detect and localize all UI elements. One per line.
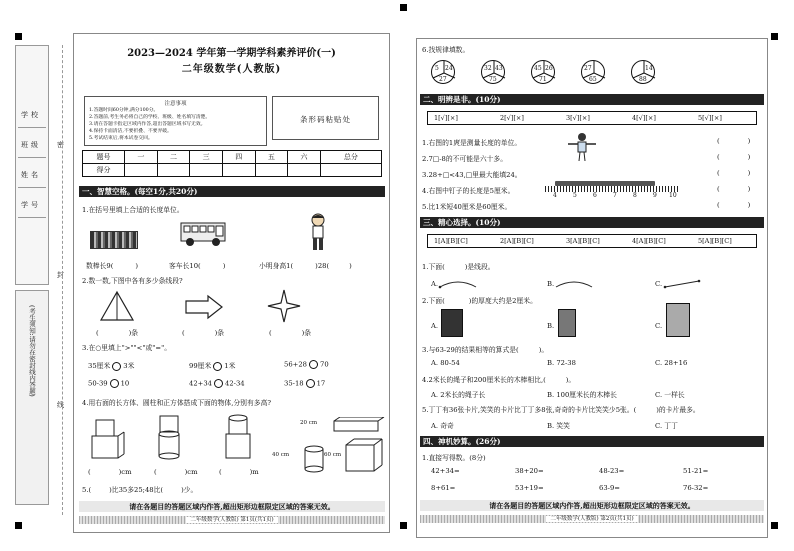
pattern-circle: 27 65: [581, 60, 605, 84]
exam-subtitle: 二年级数学(人教版): [181, 64, 282, 75]
compare-item: 35厘米 3米: [88, 362, 135, 370]
question-1: 1.在括号里填上合适的长度单位。: [82, 206, 184, 214]
calc-item[interactable]: 8+61=: [431, 484, 456, 492]
judge-option[interactable]: 5[√][×]: [698, 114, 722, 122]
choice-question-4: 4.2米长的绳子和200厘米长的木棒相比,( )。: [422, 376, 576, 384]
ruler-tick: 6: [593, 192, 597, 199]
choice-option[interactable]: 5[A][B][C]: [698, 237, 732, 245]
registration-mark: [400, 4, 407, 11]
choice-question-2: 2.下面( )的厚度大约是2厘米。: [422, 297, 537, 305]
notice-box: [84, 96, 267, 146]
page-footer: 二年级数学(人教版) 第2页(共1页): [420, 515, 764, 523]
notice-item: 3.请在答题卡指定区域内作答,超出答题区域书写无效。: [89, 122, 206, 127]
ruler-tick: 10: [669, 192, 677, 199]
notice-item: 2.答题前,考生务必将自己的学校、班级、姓名填写清楚。: [89, 115, 211, 120]
triangle-shape: [99, 290, 135, 322]
boy-image: [307, 212, 329, 252]
star-shape: [267, 289, 301, 323]
c4-option-a[interactable]: A. 2米长的绳子长: [431, 391, 486, 399]
c3-option-a[interactable]: A. 80-54: [431, 359, 460, 367]
q1-rods-label: 数棒长9( ): [86, 262, 139, 270]
binding-word-xian: 线: [57, 401, 64, 409]
c3-option-c[interactable]: C. 28+16: [655, 359, 688, 367]
choice-question-5: 5.丁丁有36张卡片,笑笑的卡片比丁丁多8张,奇奇的卡片比笑笑少5张。( )的卡片最多。: [422, 406, 700, 414]
ruler-tick: 8: [633, 192, 637, 199]
side-label-school: 学校: [21, 111, 41, 119]
score-header: 题号: [83, 151, 125, 164]
registration-mark: [771, 522, 778, 529]
judge-option[interactable]: 2[√][×]: [500, 114, 524, 122]
question-2: 2.数一数,下图中各有多少条线段?: [82, 277, 183, 285]
judge-item: 5.比1米短40厘米是60厘米。: [422, 203, 512, 211]
compare-circle[interactable]: [214, 379, 223, 388]
c2-option-b[interactable]: B.: [547, 322, 555, 330]
armspan-figure: [567, 132, 597, 162]
card-image: [558, 309, 576, 337]
c1-option-c[interactable]: C.: [655, 279, 702, 289]
ruler-tick: 9: [653, 192, 657, 199]
question-3: 3.在○里填上">""<"或"="。: [82, 344, 172, 352]
score-header: 二: [157, 151, 190, 164]
c1-option-b[interactable]: B.: [547, 279, 594, 289]
judge-paren[interactable]: ( ): [717, 185, 751, 193]
judge-paren[interactable]: ( ): [717, 201, 751, 209]
q4-answer-1: ( )cm: [88, 468, 132, 476]
registration-mark: [15, 522, 22, 529]
ruler-tick: 5: [573, 192, 577, 199]
choice-question-3: 3.与63-29的结果相等的算式是( )。: [422, 346, 549, 354]
choice-question-1: 1.下面( )是线段。: [422, 263, 495, 271]
choice-option[interactable]: 3[A][B][C]: [566, 237, 600, 245]
answer-area-notice: 请在各题目的答题区域内作答,超出矩形边框限定区域的答案无效。: [79, 501, 385, 512]
section-2-header: 二、明辨是非。(10分): [420, 94, 764, 105]
counting-rods-image: [90, 231, 138, 249]
section-3-header: 三、精心选择。(10分): [420, 217, 764, 228]
score-table: [82, 150, 382, 177]
q4-answer-2: ( )cm: [154, 468, 198, 476]
c2-option-a[interactable]: A.: [431, 322, 439, 330]
question-6: 6.找规律填数。: [422, 46, 470, 54]
barcode-box: [272, 96, 379, 140]
score-header: 总分: [320, 151, 381, 164]
side-label-class: 班级: [21, 141, 41, 149]
binding-word-mi: 密: [57, 141, 64, 149]
ruler-tick: 4: [553, 192, 557, 199]
side-label-name: 姓名: [21, 171, 41, 179]
judge-option[interactable]: 4[√][×]: [632, 114, 656, 122]
pattern-circle: 45 26 71: [531, 60, 555, 84]
dim-label-40cm: 40 cm: [272, 452, 290, 458]
ruler-figure: [545, 178, 680, 200]
choice-option[interactable]: 4[A][B][C]: [632, 237, 666, 245]
compare-item: 35-18 17: [284, 379, 326, 388]
c5-option-a[interactable]: A. 奇奇: [431, 422, 454, 430]
registration-mark: [400, 522, 407, 529]
page-footer: 二年级数学(人教版) 第1页(共1页): [79, 516, 385, 524]
question-4: 4.用右面的长方体、圆柱和正方体搭成下面的物体,分别有多高?: [82, 399, 272, 407]
reference-solids: [294, 417, 389, 477]
right-exam-page: [416, 38, 768, 538]
c5-option-b[interactable]: B. 笑笑: [547, 422, 570, 430]
answer-area-notice: 请在各题目的答题区域内作答,超出矩形边框限定区域的答案无效。: [420, 500, 764, 511]
side-label-number: 学号: [21, 201, 41, 209]
q2-answer-3: ( )条: [269, 329, 312, 337]
judge-option[interactable]: 3[√][×]: [566, 114, 590, 122]
dim-label-20cm: 20 cm: [300, 420, 318, 426]
pattern-circle: 14 88: [631, 60, 655, 84]
judge-paren[interactable]: ( ): [717, 169, 751, 177]
score-cell[interactable]: [320, 164, 381, 177]
compare-circle[interactable]: [110, 379, 119, 388]
score-header: 六: [288, 151, 321, 164]
score-cell[interactable]: [288, 164, 321, 177]
registration-mark: [771, 33, 778, 40]
compare-circle[interactable]: [309, 360, 318, 369]
compare-circle[interactable]: [112, 362, 121, 371]
section-4-header: 四、神机妙算。(26分): [420, 436, 764, 447]
c3-option-b[interactable]: B. 72-38: [547, 359, 576, 367]
compare-circle[interactable]: [213, 362, 222, 371]
question-5: 5.( )比35多25;48比( )少。: [82, 486, 198, 494]
calc-item[interactable]: 51-21=: [683, 467, 709, 475]
left-exam-page: [73, 33, 390, 533]
calc-item[interactable]: 42+34=: [431, 467, 460, 475]
q2-answer-2: ( )条: [182, 329, 225, 337]
judge-item: 1.右图的1庹是测量长度的单位。: [422, 139, 522, 147]
score-cell[interactable]: [157, 164, 190, 177]
pattern-circle: 5 24 27: [431, 60, 455, 84]
judge-item: 3.28+□<43,□里最大能填24。: [422, 171, 522, 179]
exam-title: 2023—2024 学年第一学期学科素养评价(一): [127, 48, 336, 59]
notice-item: 4.保持卡面清洁,不要折叠、不要弄破。: [89, 129, 172, 134]
barcode-label: 条形码粘贴处: [300, 115, 351, 124]
dim-label-60cm: 60 cm: [324, 452, 342, 458]
c1-option-a[interactable]: A.: [431, 279, 478, 289]
judge-paren[interactable]: ( ): [717, 153, 751, 161]
compare-item: 56+28 70: [284, 360, 329, 369]
q4-answer-3: ( )m: [219, 468, 259, 476]
book-image: [441, 309, 463, 337]
c4-option-c[interactable]: C. 一样长: [655, 391, 685, 399]
choice-answer-box: [427, 234, 757, 248]
notice-heading: 注意事项: [164, 101, 187, 107]
choice-option[interactable]: 2[A][B][C]: [500, 237, 534, 245]
q1-bus-label: 客车长10( ): [169, 262, 226, 270]
judge-item: 4.右图中钉子的长度是5厘米。: [422, 187, 515, 195]
ruler-tick: 7: [613, 192, 617, 199]
score-cell[interactable]: [255, 164, 288, 177]
calc-heading: 1.直接写得数。(8分): [422, 454, 486, 462]
calc-item[interactable]: 53+19=: [515, 484, 544, 492]
calc-item[interactable]: 38+20=: [515, 467, 544, 475]
compare-item: 99厘米 1米: [189, 362, 236, 370]
judge-item: 2.7□-8的不可能是六十多。: [422, 155, 508, 163]
judge-answer-box: [427, 111, 757, 125]
q1-boy-label: 小明身高1( )28( ): [259, 262, 352, 270]
dictionary-image: [666, 303, 690, 337]
choice-option[interactable]: 1[A][B][C]: [434, 237, 468, 245]
compare-item: 42+34 42-34: [189, 379, 245, 388]
bus-image: [179, 217, 227, 249]
binding-strip: [15, 45, 65, 515]
pattern-circle: 32 43 75: [481, 60, 505, 84]
calc-item[interactable]: 76-32=: [683, 484, 709, 492]
compare-item: 50-39 10: [88, 379, 130, 388]
registration-mark: [15, 33, 22, 40]
score-cell[interactable]: [222, 164, 255, 177]
notice-item: 1.答题时间60分钟,满分100分。: [89, 108, 159, 113]
score-header: 四: [222, 151, 255, 164]
score-header: 三: [190, 151, 223, 164]
score-header: 五: [255, 151, 288, 164]
calc-item[interactable]: 48-23=: [599, 467, 625, 475]
binding-word-feng: 封: [57, 271, 64, 279]
c5-option-c[interactable]: C. 丁丁: [655, 422, 678, 430]
section-1-header: 一、智慧空格。(每空1分,共20分): [79, 186, 385, 197]
arrow-shape: [184, 294, 224, 320]
score-row-label: 得分: [83, 164, 125, 177]
judge-paren[interactable]: ( ): [717, 137, 751, 145]
score-cell[interactable]: [190, 164, 223, 177]
judge-option[interactable]: 1[√][×]: [434, 114, 458, 122]
stacked-solids-figures: [88, 412, 268, 464]
calc-item[interactable]: 63-9=: [599, 484, 620, 492]
q2-answer-1: ( )条: [96, 329, 139, 337]
score-header: 一: [125, 151, 158, 164]
compare-circle[interactable]: [306, 379, 315, 388]
side-warning-text: (考生须知:请勿在密封线内答题): [28, 305, 36, 397]
notice-item: 5.考试结束后,将本试卷交回。: [89, 136, 153, 141]
score-cell[interactable]: [125, 164, 158, 177]
c2-option-c[interactable]: C.: [655, 322, 663, 330]
c4-option-b[interactable]: B. 100厘米长的木棒长: [547, 391, 617, 399]
